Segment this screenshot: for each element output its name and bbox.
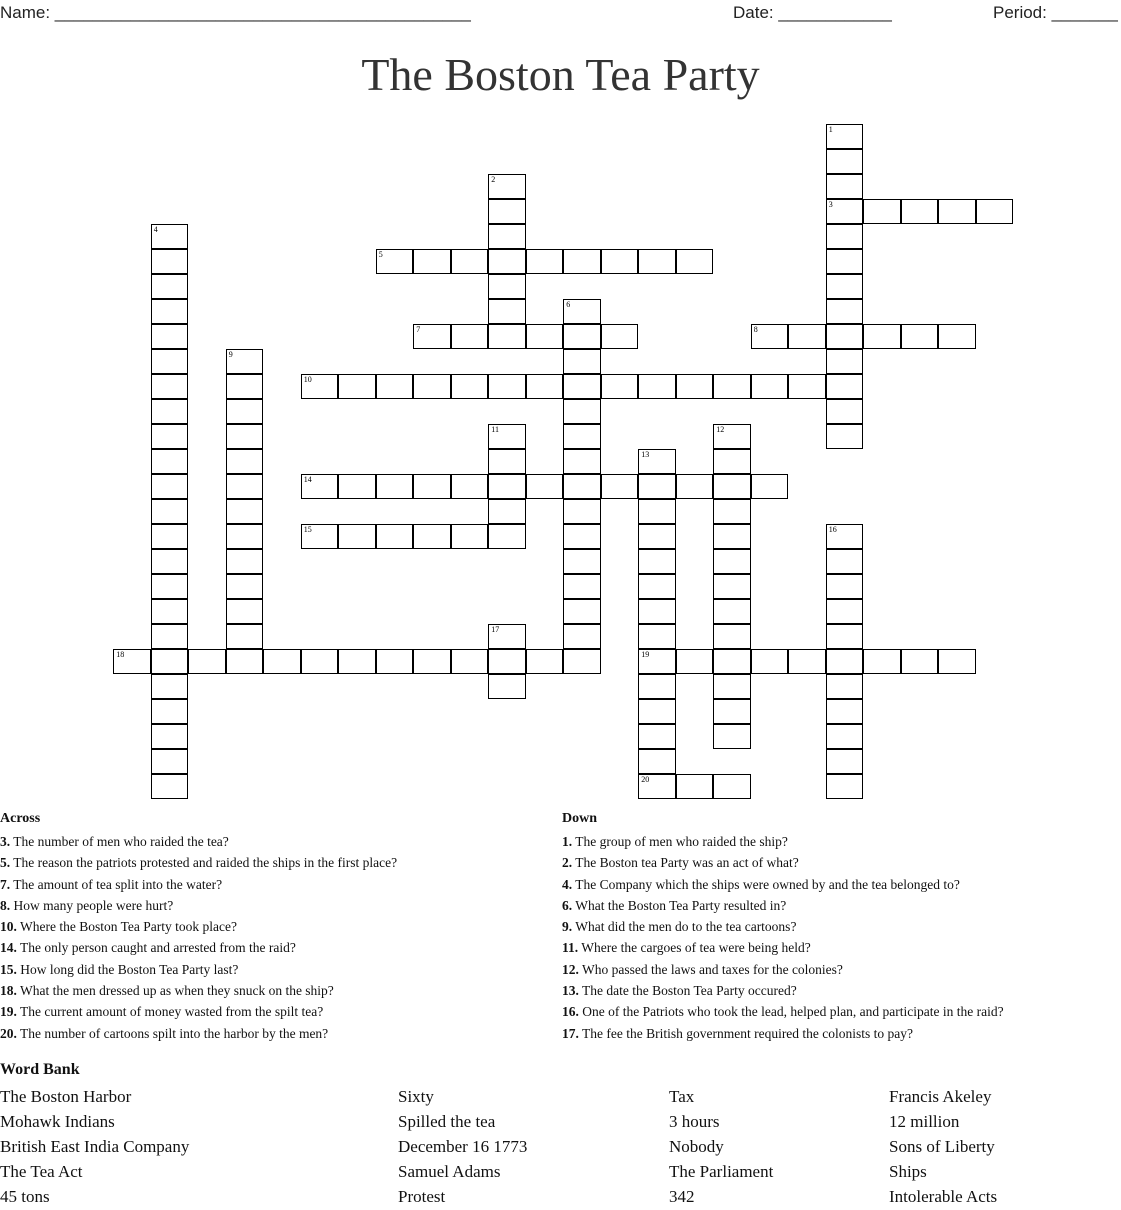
crossword-cell[interactable] (451, 649, 489, 674)
clue-text: What did the men do to the tea cartoons? (572, 919, 797, 935)
crossword-cell[interactable] (563, 449, 601, 474)
clue-text: What the Boston Tea Party resulted in? (572, 897, 787, 913)
crossword-cell[interactable] (863, 324, 901, 349)
crossword-cell[interactable] (151, 274, 189, 299)
word-bank-item: Sons of Liberty (889, 1137, 995, 1156)
crossword-cell[interactable] (338, 524, 376, 549)
crossword-cell[interactable] (488, 249, 526, 274)
crossword-cell[interactable] (938, 649, 976, 674)
clue-text: The group of men who raided the ship? (572, 834, 788, 849)
crossword-cell[interactable] (226, 424, 264, 449)
clue-item (562, 980, 1004, 1001)
clue-text: The Company which the ships were owned by and the tea belonged to? (572, 876, 960, 892)
clue-text: The fee the British government required the colonists to pay? (578, 1025, 914, 1041)
clue-text: The Boston tea Party was an act of what? (572, 855, 799, 871)
word-bank-item: The Boston Harbor (0, 1087, 132, 1106)
crossword-cell[interactable] (826, 599, 864, 624)
crossword-cell[interactable] (413, 474, 451, 499)
crossword-cell[interactable] (788, 649, 826, 674)
clue-number: 1. (562, 834, 573, 849)
crossword-cell[interactable] (526, 324, 564, 349)
clue-number: 17. (562, 1025, 579, 1041)
crossword-cell[interactable] (713, 599, 751, 624)
clue-number: 13. (562, 983, 579, 999)
cell-number: 16 (828, 525, 837, 535)
cell-number: 18 (116, 650, 125, 660)
crossword-cell[interactable] (151, 674, 189, 699)
cell-number: 2 (491, 175, 496, 185)
crossword-cell[interactable] (638, 474, 676, 499)
crossword-cell[interactable] (226, 599, 264, 624)
crossword-cell[interactable] (151, 449, 189, 474)
crossword-cell[interactable] (563, 649, 601, 674)
crossword-cell[interactable] (713, 524, 751, 549)
crossword-cell[interactable] (713, 474, 751, 499)
crossword-cell[interactable] (713, 649, 751, 674)
crossword-cell[interactable] (901, 649, 939, 674)
crossword-cell[interactable] (488, 499, 526, 524)
crossword-cell[interactable] (151, 699, 189, 724)
across-clue-list (0, 831, 397, 1044)
crossword-cell[interactable] (226, 649, 264, 674)
crossword-cell[interactable] (638, 249, 676, 274)
crossword-cell[interactable] (226, 374, 264, 399)
crossword-cell[interactable] (901, 199, 939, 224)
crossword-cell[interactable] (638, 724, 676, 749)
crossword-cell[interactable] (151, 549, 189, 574)
crossword-cell[interactable] (638, 574, 676, 599)
crossword-cell[interactable] (713, 499, 751, 524)
crossword-cell[interactable] (826, 174, 864, 199)
crossword-cell[interactable] (488, 199, 526, 224)
crossword-cell[interactable] (826, 674, 864, 699)
clue-number: 14. (0, 940, 17, 956)
crossword-cell[interactable] (151, 499, 189, 524)
clue-item (0, 937, 397, 958)
clue-number: 15. (0, 961, 17, 977)
name-field-label: Name: ____________________________________________ (0, 3, 471, 22)
crossword-cell[interactable] (638, 449, 676, 474)
crossword-cell[interactable] (788, 374, 826, 399)
crossword-cell[interactable] (713, 674, 751, 699)
crossword-cell[interactable] (826, 724, 864, 749)
word-bank-item: Spilled the tea (398, 1112, 496, 1131)
crossword-cell[interactable] (488, 374, 526, 399)
crossword-cell[interactable] (226, 349, 264, 374)
crossword-cell[interactable] (938, 324, 976, 349)
clue-number: 10. (0, 919, 17, 935)
clue-item (0, 980, 397, 1001)
down-clue-list (562, 831, 1004, 1044)
crossword-cell[interactable] (151, 374, 189, 399)
cell-number: 20 (641, 775, 650, 785)
crossword-cell[interactable] (826, 774, 864, 799)
crossword-cell[interactable] (151, 299, 189, 324)
crossword-cell[interactable] (488, 474, 526, 499)
crossword-cell[interactable] (713, 724, 751, 749)
crossword-cell[interactable] (713, 549, 751, 574)
crossword-cell[interactable] (638, 599, 676, 624)
crossword-cell[interactable] (301, 474, 339, 499)
crossword-cell[interactable] (413, 524, 451, 549)
crossword-cell[interactable] (488, 674, 526, 699)
word-bank-item: 12 million (889, 1112, 960, 1131)
clue-item (562, 895, 1004, 916)
clue-text: The number of cartoons spilt into the harbor by the men? (16, 1025, 329, 1041)
crossword-cell[interactable] (151, 624, 189, 649)
crossword-cell[interactable] (488, 524, 526, 549)
crossword-cell[interactable] (638, 749, 676, 774)
page-title: The Boston Tea Party (361, 49, 760, 100)
word-bank-item: Mohawk Indians (0, 1112, 115, 1131)
clue-number: 18. (0, 983, 17, 999)
crossword-cell[interactable] (151, 424, 189, 449)
crossword-cell[interactable] (488, 424, 526, 449)
crossword-cell[interactable] (601, 324, 639, 349)
crossword-cell[interactable] (938, 199, 976, 224)
crossword-cell[interactable] (488, 649, 526, 674)
clue-number: 12. (562, 961, 579, 977)
clue-text: How many people were hurt? (10, 897, 174, 913)
crossword-cell[interactable] (751, 374, 789, 399)
crossword-cell[interactable] (376, 649, 414, 674)
crossword-cell[interactable] (151, 324, 189, 349)
crossword-cell[interactable] (526, 249, 564, 274)
crossword-cell[interactable] (226, 524, 264, 549)
word-bank-item: The Tea Act (0, 1162, 83, 1181)
clue-item (562, 959, 1004, 980)
clue-number: 2. (562, 855, 573, 871)
crossword-cell[interactable] (638, 374, 676, 399)
crossword-cell[interactable] (676, 649, 714, 674)
clue-item (562, 852, 1004, 873)
crossword-cell[interactable] (826, 399, 864, 424)
clue-number: 20. (0, 1025, 17, 1041)
crossword-cell[interactable] (826, 299, 864, 324)
word-bank-item: 3 hours (669, 1112, 720, 1131)
crossword-cell[interactable] (676, 474, 714, 499)
crossword-cell[interactable] (151, 724, 189, 749)
word-bank-item: Intolerable Acts (889, 1187, 998, 1206)
crossword-cell[interactable] (488, 324, 526, 349)
clue-text: The current amount of money wasted from the spilt tea? (16, 1004, 324, 1020)
crossword-cell[interactable] (413, 374, 451, 399)
clue-item (0, 874, 397, 895)
clue-number: 3. (0, 834, 11, 849)
clue-number: 4. (562, 876, 573, 892)
crossword-cell[interactable] (826, 574, 864, 599)
word-bank-column (669, 1084, 773, 1209)
crossword-cell[interactable] (826, 649, 864, 674)
clue-item (562, 831, 1004, 852)
clue-number: 9. (562, 919, 573, 935)
crossword-cell[interactable] (751, 649, 789, 674)
word-bank-item: Francis Akeley (889, 1087, 992, 1106)
clue-number: 7. (0, 876, 11, 892)
crossword-cell[interactable] (638, 774, 676, 799)
cell-number: 14 (303, 475, 312, 485)
crossword-cell[interactable] (488, 274, 526, 299)
date-field-label: Date: ____________ (733, 3, 892, 22)
crossword-cell[interactable] (788, 324, 826, 349)
crossword-cell[interactable] (638, 674, 676, 699)
crossword-cell[interactable] (563, 499, 601, 524)
cell-number: 13 (641, 450, 650, 460)
cell-number: 15 (303, 525, 312, 535)
crossword-cell[interactable] (488, 224, 526, 249)
word-bank-column (889, 1084, 997, 1209)
across-heading: Across (0, 811, 41, 826)
crossword-cell[interactable] (188, 649, 226, 674)
crossword-cell[interactable] (676, 374, 714, 399)
crossword-cell[interactable] (713, 424, 751, 449)
crossword-cell[interactable] (826, 224, 864, 249)
clue-item (562, 874, 1004, 895)
clue-item (0, 1023, 397, 1044)
clue-item (562, 937, 1004, 958)
cell-number: 3 (828, 200, 833, 210)
crossword-cell[interactable] (826, 124, 864, 149)
crossword-cell[interactable] (601, 474, 639, 499)
crossword-cell[interactable] (151, 249, 189, 274)
clue-number: 16. (562, 1004, 579, 1020)
crossword-cell[interactable] (713, 374, 751, 399)
word-bank-item: Ships (889, 1162, 927, 1181)
crossword-cell[interactable] (638, 549, 676, 574)
clue-text: The date the Boston Tea Party occured? (578, 983, 797, 999)
clue-text: The number of men who raided the tea? (10, 834, 229, 849)
crossword-cell[interactable] (826, 749, 864, 774)
crossword-cell[interactable] (151, 774, 189, 799)
clue-number: 11. (562, 940, 579, 956)
clue-text: The reason the patriots protested and raided the ships in the first place? (10, 855, 398, 871)
crossword-cell[interactable] (151, 749, 189, 774)
crossword-cell[interactable] (263, 649, 301, 674)
crossword-cell[interactable] (826, 549, 864, 574)
crossword-cell[interactable] (376, 249, 414, 274)
crossword-cell[interactable] (526, 649, 564, 674)
clue-item (562, 916, 1004, 937)
crossword-cell[interactable] (713, 624, 751, 649)
crossword-cell[interactable] (151, 349, 189, 374)
cell-number: 8 (753, 325, 758, 335)
crossword-cell[interactable] (601, 374, 639, 399)
cell-number: 4 (153, 225, 158, 235)
crossword-cell[interactable] (151, 574, 189, 599)
crossword-cell[interactable] (563, 374, 601, 399)
crossword-cell[interactable] (563, 324, 601, 349)
word-bank-column (398, 1084, 527, 1209)
clue-item (0, 916, 397, 937)
down-heading: Down (562, 811, 598, 826)
crossword-cell[interactable] (826, 424, 864, 449)
crossword-cell[interactable] (713, 774, 751, 799)
cell-number: 9 (228, 350, 233, 360)
crossword-cell[interactable] (563, 599, 601, 624)
word-bank-item: Samuel Adams (398, 1162, 501, 1181)
cell-number: 12 (716, 425, 725, 435)
crossword-cell[interactable] (676, 774, 714, 799)
clue-item (562, 1001, 1004, 1022)
crossword-cell[interactable] (338, 649, 376, 674)
crossword-cell[interactable] (826, 149, 864, 174)
crossword-cell[interactable] (413, 649, 451, 674)
crossword-cell[interactable] (526, 474, 564, 499)
crossword-cell[interactable] (826, 249, 864, 274)
clue-number: 5. (0, 855, 11, 871)
crossword-cell[interactable] (451, 474, 489, 499)
cell-number: 6 (566, 300, 571, 310)
word-bank-item: Sixty (398, 1087, 434, 1106)
crossword-cell[interactable] (713, 449, 751, 474)
crossword-cell[interactable] (451, 249, 489, 274)
word-bank-item: British East India Company (0, 1137, 190, 1156)
clue-text: How long did the Boston Tea Party last? (16, 961, 239, 977)
crossword-cell[interactable] (563, 349, 601, 374)
clue-item (0, 1001, 397, 1022)
crossword-cell[interactable] (488, 624, 526, 649)
crossword-cell[interactable] (451, 324, 489, 349)
crossword-cell[interactable] (301, 524, 339, 549)
crossword-cell[interactable] (638, 699, 676, 724)
crossword-cell[interactable] (751, 324, 789, 349)
clue-number: 6. (562, 897, 573, 913)
clue-text: One of the Patriots who took the lead, helped plan, and participate in the raid? (578, 1004, 1004, 1020)
crossword-cell[interactable] (338, 474, 376, 499)
word-bank-item: December 16 1773 (398, 1137, 528, 1156)
crossword-cell[interactable] (563, 574, 601, 599)
crossword-cell[interactable] (863, 649, 901, 674)
period-field-label: Period: _______ (993, 3, 1118, 22)
crossword-cell[interactable] (713, 699, 751, 724)
crossword-cell[interactable] (826, 374, 864, 399)
clue-text: Where the Boston Tea Party took place? (16, 919, 237, 935)
clue-text: The amount of tea split into the water? (10, 876, 223, 892)
crossword-cell[interactable] (451, 524, 489, 549)
word-bank-item: Nobody (669, 1137, 724, 1156)
crossword-cell[interactable] (151, 524, 189, 549)
clue-item (0, 852, 397, 873)
cell-number: 1 (828, 125, 833, 135)
crossword-cell[interactable] (151, 474, 189, 499)
crossword-cell[interactable] (563, 399, 601, 424)
cell-number: 17 (491, 625, 500, 635)
crossword-cell[interactable] (376, 474, 414, 499)
crossword-cell[interactable] (713, 574, 751, 599)
crossword-cell[interactable] (226, 399, 264, 424)
crossword-cell[interactable] (151, 224, 189, 249)
crossword-cell[interactable] (301, 374, 339, 399)
crossword-cell[interactable] (488, 449, 526, 474)
crossword-cell[interactable] (488, 299, 526, 324)
word-bank-item: The Parliament (669, 1162, 774, 1181)
word-bank-column (0, 1084, 189, 1209)
crossword-cell[interactable] (826, 624, 864, 649)
crossword-cell[interactable] (826, 349, 864, 374)
clue-text: Who passed the laws and taxes for the colonies? (578, 961, 843, 977)
crossword-cell[interactable] (601, 249, 639, 274)
crossword-cell[interactable] (451, 374, 489, 399)
crossword-cell[interactable] (826, 199, 864, 224)
crossword-cell[interactable] (338, 374, 376, 399)
crossword-cell[interactable] (563, 474, 601, 499)
crossword-cell[interactable] (638, 624, 676, 649)
cell-number: 11 (491, 425, 499, 435)
crossword-cell[interactable] (301, 649, 339, 674)
clue-text: Where the cargoes of tea were being held? (578, 940, 811, 956)
crossword-cell[interactable] (226, 449, 264, 474)
crossword-cell[interactable] (863, 199, 901, 224)
crossword-cell[interactable] (563, 549, 601, 574)
crossword-cell[interactable] (676, 249, 714, 274)
crossword-cell[interactable] (563, 524, 601, 549)
crossword-cell[interactable] (226, 499, 264, 524)
clue-number: 8. (0, 897, 11, 913)
crossword-cell[interactable] (413, 324, 451, 349)
crossword-cell[interactable] (151, 649, 189, 674)
crossword-cell[interactable] (826, 524, 864, 549)
crossword-cell[interactable] (376, 374, 414, 399)
crossword-cell[interactable] (976, 199, 1014, 224)
cell-number: 5 (378, 250, 383, 260)
crossword-cell[interactable] (826, 699, 864, 724)
cell-number: 19 (641, 650, 650, 660)
crossword-cell[interactable] (826, 324, 864, 349)
crossword-cell[interactable] (751, 474, 789, 499)
word-bank-item: 342 (669, 1187, 695, 1206)
crossword-cell[interactable] (826, 274, 864, 299)
word-bank-item: 45 tons (0, 1187, 50, 1206)
word-bank-title: Word Bank (0, 1061, 80, 1078)
clue-text: The only person caught and arrested from the raid? (16, 940, 296, 956)
crossword-cell[interactable] (638, 524, 676, 549)
crossword-cell[interactable] (226, 474, 264, 499)
crossword-cell[interactable] (488, 174, 526, 199)
crossword-cell[interactable] (151, 399, 189, 424)
crossword-cell[interactable] (563, 424, 601, 449)
crossword-cell[interactable] (226, 624, 264, 649)
crossword-cell[interactable] (226, 549, 264, 574)
crossword-cell[interactable] (638, 649, 676, 674)
clue-item (0, 895, 397, 916)
clue-item (0, 831, 397, 852)
clue-text: What the men dressed up as when they snuck on the ship? (16, 983, 334, 999)
clue-item (562, 1023, 1004, 1044)
crossword-cell[interactable] (563, 299, 601, 324)
crossword-cell[interactable] (113, 649, 151, 674)
crossword-cell[interactable] (563, 249, 601, 274)
crossword-cell[interactable] (413, 249, 451, 274)
crossword-cell[interactable] (151, 599, 189, 624)
word-bank-item: Tax (669, 1087, 695, 1106)
cell-number: 10 (303, 375, 312, 385)
crossword-cell[interactable] (226, 574, 264, 599)
crossword-cell[interactable] (901, 324, 939, 349)
clue-number: 19. (0, 1004, 17, 1020)
word-bank-item: Protest (398, 1187, 446, 1206)
cell-number: 7 (416, 325, 421, 335)
crossword-cell[interactable] (563, 624, 601, 649)
crossword-cell[interactable] (376, 524, 414, 549)
crossword-cell[interactable] (526, 374, 564, 399)
clue-item (0, 959, 397, 980)
crossword-cell[interactable] (638, 499, 676, 524)
